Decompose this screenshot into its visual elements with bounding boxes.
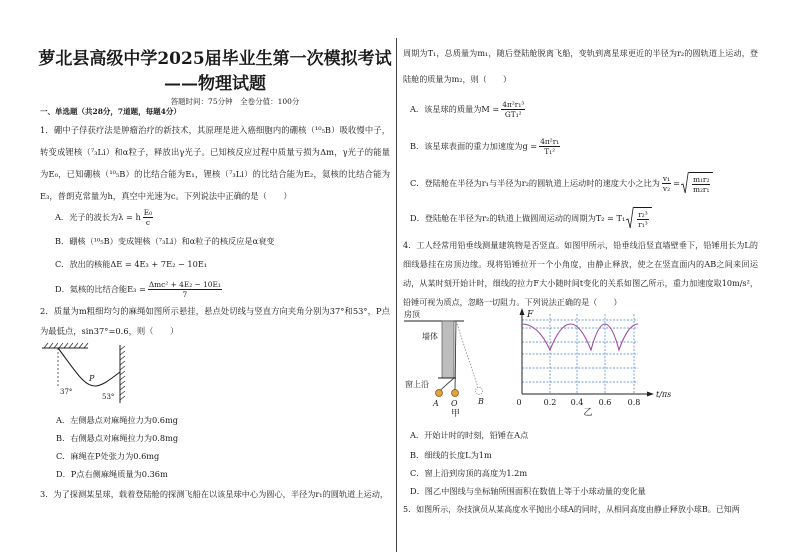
fraction-numerator: m₁r₂ — [692, 174, 710, 184]
fraction-numerator: 4π²r₁ — [540, 136, 560, 146]
q1-option-b — [55, 230, 275, 252]
option-text: A．该星球的质量为 — [410, 103, 482, 114]
y-axis-label: F — [527, 310, 534, 320]
exam-title: 萝北县高级中学2025届毕业生第一次模拟考试 — [38, 49, 392, 69]
square-root — [681, 172, 713, 194]
q4-option-a: A．开始计时的时刻，铅锤在A点 — [410, 429, 529, 440]
angle-label-left: 37° — [60, 388, 73, 396]
string-to-o — [455, 321, 456, 390]
fraction-denominator: GT₁² — [504, 109, 522, 119]
x-tick-label: 0.2 — [543, 398, 557, 407]
q4-figure-jia — [402, 308, 506, 418]
radicand — [634, 207, 651, 229]
exam-subtitle: ——物理试题 — [164, 74, 266, 94]
q4-figure-yi-force-graph — [510, 306, 680, 416]
q2-rope-figure — [38, 340, 130, 404]
x-tick-label: 0.8 — [627, 398, 641, 407]
fraction-numerator: E₀ — [143, 207, 153, 217]
exam-info: 答题时间：75分钟 全卷分值：100分 — [170, 97, 300, 106]
formula-lhs: g = — [522, 141, 538, 151]
fraction-denominator: v₂ — [662, 183, 671, 193]
formula-lhs: E₃ = — [127, 284, 146, 294]
point-label-p: P — [89, 374, 95, 383]
fraction — [501, 100, 525, 119]
x-axis-label: t/πs — [656, 390, 672, 399]
q1-option-a — [55, 206, 155, 228]
radical-sign-icon — [681, 172, 689, 194]
q1-stem: 1．硼中子俘获疗法是肿瘤治疗的新技术，其原理是进入癌细胞内的硼核（¹⁰₅B）吸收慢中子，转变成锂核（⁷₃Li）和α粒子，释放出γ光子。已知核反应过程中质量亏损为Δm，γ光子的能量为E₀，已知硼核（¹⁰₅B）的比结合能为E₁，锂核（⁷₃Li）的比结合能为E₂，氦核的比结合能为E₃，普朗克常量为h，真空中光速为c。下列说法中正确的是（ ） — [40, 125, 390, 201]
fraction-numerator: v₁ — [662, 173, 671, 183]
fraction — [148, 280, 222, 299]
q1-option-c — [55, 253, 207, 275]
fraction-denominator: 7 — [182, 289, 188, 299]
q2-option-a: A．左侧悬点对麻绳拉力为0.6mg — [56, 414, 179, 425]
x-axis-arrow — [647, 392, 654, 397]
q3-option-a — [410, 98, 527, 120]
fraction-denominator: c — [145, 217, 151, 227]
q2-stem: 2．质量为m粗细均匀的麻绳如图所示悬挂，悬点处切线与竖直方向夹角分别为37°和53°，P点为最低点，sin37°=0.6，则（ ） — [40, 306, 390, 336]
square-root — [626, 207, 651, 229]
string-to-a — [441, 378, 455, 390]
q3-stem-continued: 周期为T₁，总质量为m₁，随后登陆舱脱离飞船，变轨到离星球更近的半径为r₂的圆轨道上运动，登陆舱的质量为m₂，则（ ） — [403, 48, 758, 84]
figure-caption-jia: 甲 — [451, 409, 461, 418]
q3-stem-start: 3．为了探测某星球，载着登陆舱的探测飞船在以该星球中心为圆心，半径为r₁的圆轨道上运动， — [40, 489, 389, 499]
q4-option-d: D．图乙中图线与坐标轴所围面积在数值上等于小球动量的变化量 — [410, 485, 646, 496]
figure-caption-yi: 乙 — [583, 408, 593, 416]
y-axis-arrow — [520, 308, 525, 315]
grid-lines — [522, 314, 638, 394]
q2-option-c: C．麻绳在P处张力为0.6mg — [56, 450, 160, 461]
fraction-numerator: r₂³ — [638, 209, 648, 219]
option-text: D．登陆舱在半径为r₂的轨道上做圆周运动的周期为 — [410, 212, 596, 223]
q1-option-d — [55, 278, 224, 300]
q4-option-c: C．窗上沿到房顶的高度为1.2m — [410, 467, 528, 478]
fraction — [539, 137, 560, 156]
fraction-numerator: Δmc² + 4E₂ − 10E₁ — [148, 279, 221, 289]
point-label-o: O — [451, 399, 458, 408]
formula-lhs: λ = h — [118, 212, 141, 222]
x-tick-label: 0.6 — [598, 398, 612, 407]
plumb-bob-o — [452, 390, 459, 397]
fraction — [692, 175, 710, 194]
fraction-numerator: 4π²r₁³ — [502, 99, 525, 109]
window-ledge-label: 窗上沿 — [405, 380, 429, 389]
roof-label: 房顶 — [404, 310, 420, 319]
fraction — [637, 210, 648, 229]
wall-hatching — [120, 346, 125, 400]
fraction-denominator: r₁³ — [638, 219, 648, 229]
fraction-denominator: m₂r₁ — [692, 184, 710, 194]
q2-option-b: B．右侧悬点对麻绳拉力为0.8mg — [56, 432, 179, 443]
formula-lhs: T₂ = T₁ — [595, 213, 626, 223]
option-text: B．硼核（¹⁰₅B）变成锂核（⁷₃Li）和α粒子的核反应是α衰变 — [55, 235, 275, 246]
angle-label-right: 53° — [102, 393, 115, 401]
plumb-bob-b — [476, 388, 483, 395]
section-heading: 一、单选题（共28分，7道题，每题4分） — [40, 107, 181, 116]
equals-sign: = — [673, 178, 680, 188]
column-divider — [396, 38, 397, 552]
q3-option-d — [410, 207, 652, 229]
q4-option-b: B．细线的长度L为1m — [410, 449, 492, 460]
q3-option-b — [410, 135, 562, 157]
q4-stem: 4．工人经常用铅垂线测量建筑物是否竖直。如图甲所示，铅垂线沿竖直墙壁垂下，铅锤用长为L的细线悬挂在房顶边缘。现将铅锤拉开一个小角度，由静止释放，使之在竖直面内的AB之间来回运动，从某时刻开始计时，细线的拉力F大小随时间t变化的关系如图乙所示，重力加速度取10m/s²，铅锤可视为质点，忽略一切阻力。下列说法正确的是（ ） — [403, 240, 758, 307]
q2-option-d: D．P点右侧麻绳质量为0.36m — [56, 468, 168, 479]
fraction — [143, 208, 153, 227]
option-text: A．光子的波长为 — [55, 211, 119, 222]
q3-option-c — [410, 172, 713, 194]
fraction — [662, 174, 671, 193]
x-tick-label: 0.4 — [570, 398, 584, 407]
string-to-b — [456, 321, 478, 388]
x-tick-label: 0 — [516, 398, 522, 407]
ceiling-hatching — [44, 343, 88, 348]
formula-lhs: M = — [481, 104, 500, 114]
plumb-bob-a — [436, 390, 443, 397]
q5-stem: 5．如图所示，杂技演员从某高度水平抛出小球A的同时，从相同高度由静止释放小球B。已知两 — [403, 505, 740, 514]
radicand — [689, 172, 713, 194]
option-text: C．登陆舱在半径为r₁与半径为r₂的圆轨道上运动时的速度大小之比为 — [410, 177, 660, 188]
option-text: B．该星球表面的重力加速度为 — [410, 140, 523, 151]
point-label-b: B — [478, 397, 484, 406]
point-label-a: A — [433, 399, 439, 408]
fraction-denominator: T₁² — [544, 146, 556, 156]
radical-sign-icon — [626, 207, 634, 229]
option-text: D．氦核的比结合能 — [55, 283, 128, 294]
wall-block — [442, 321, 454, 378]
option-text: C．放出的核能ΔE = 4E₃ + 7E₂ − 10E₁ — [55, 258, 208, 269]
wall-label: 墙体 — [422, 332, 438, 341]
